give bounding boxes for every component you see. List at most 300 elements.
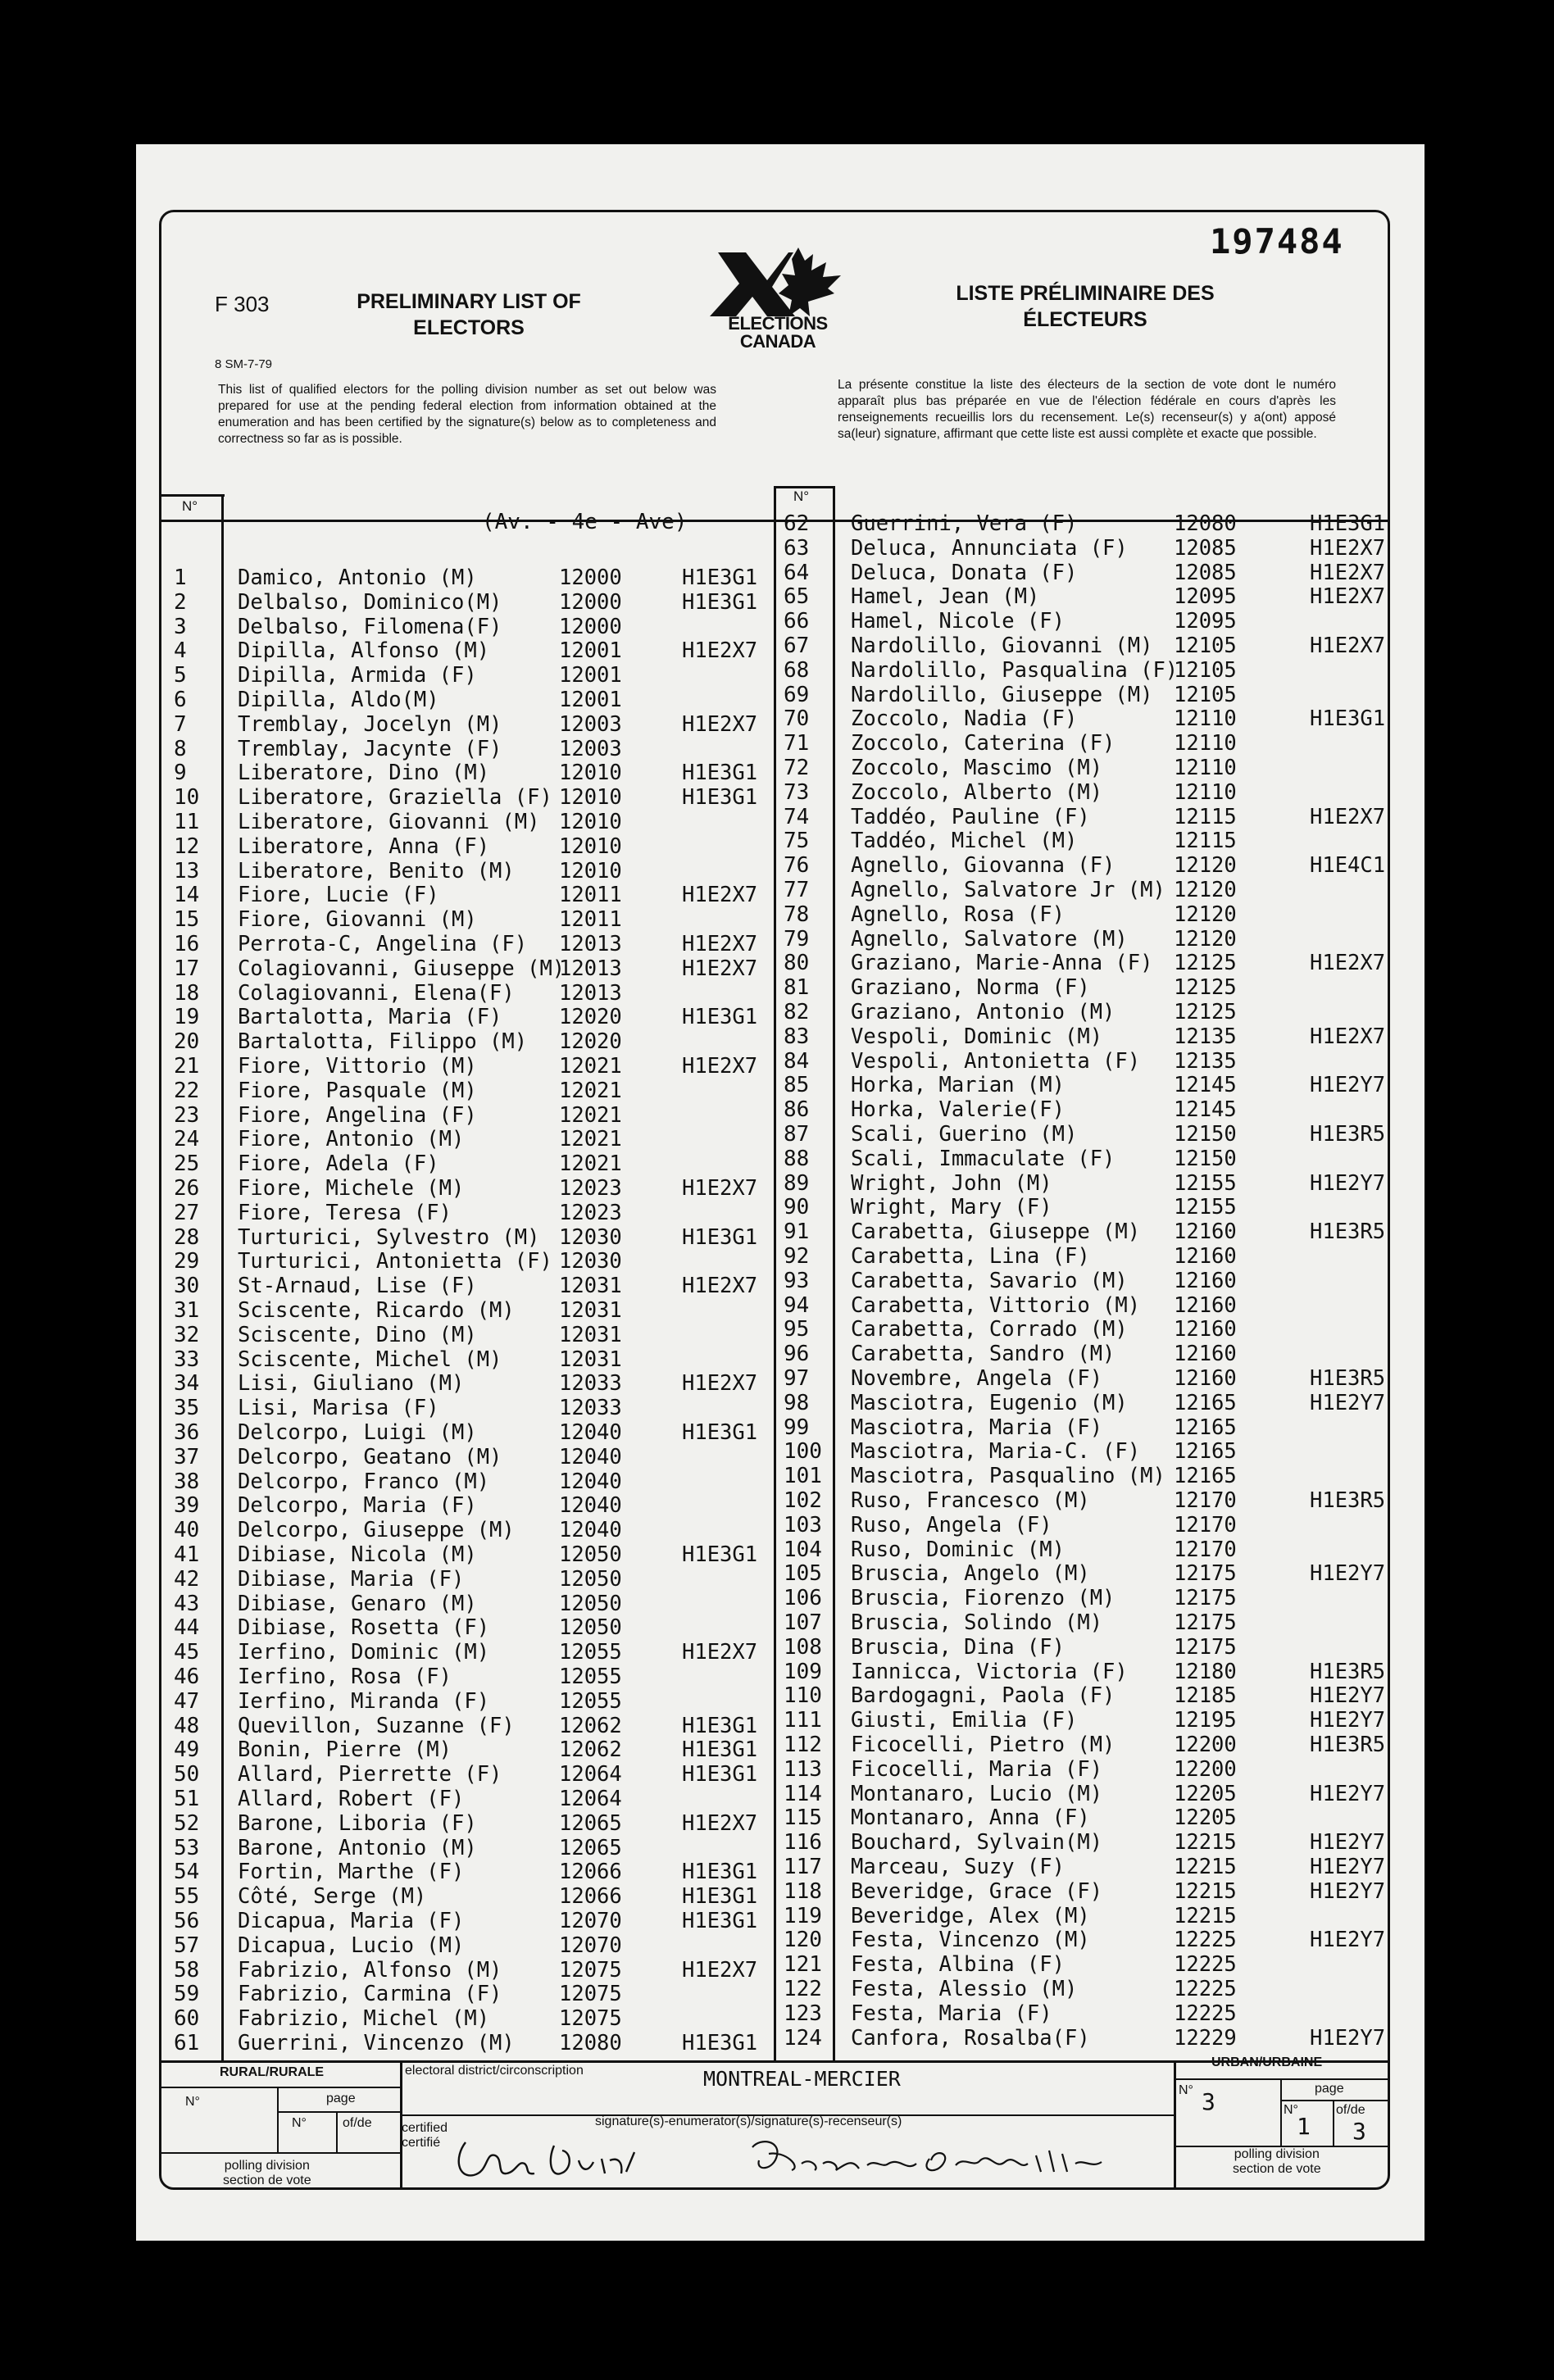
address-number: 12120 <box>1174 853 1237 879</box>
elector-number: 11 <box>174 810 200 834</box>
elector-number: 107 <box>784 1610 822 1635</box>
elector-name: Allard, Pierrette (F) <box>238 1762 502 1787</box>
elector-name: Scali, Guerino (M) <box>851 1122 1078 1147</box>
address-number: 12160 <box>1174 1220 1237 1245</box>
elector-name: Lisi, Marisa (F) <box>238 1396 439 1421</box>
address-number: 12021 <box>559 1078 622 1103</box>
address-number: 12110 <box>1174 731 1237 756</box>
elector-number: 105 <box>784 1561 822 1587</box>
address-number: 12145 <box>1174 1097 1237 1123</box>
elector-number: 4 <box>174 638 187 664</box>
address-number: 12155 <box>1174 1195 1237 1220</box>
elector-number: 115 <box>784 1805 822 1831</box>
elector-name: Guerrini, Vincenzo (M) <box>238 2031 515 2055</box>
elector-number: 82 <box>784 1000 810 1024</box>
elector-number: 91 <box>784 1220 810 1245</box>
address-number: 12200 <box>1174 1756 1237 1782</box>
elector-name: Agnello, Giovanna (F) <box>851 853 1116 879</box>
address-number: 12010 <box>559 833 622 859</box>
address-number: 12215 <box>1174 1878 1237 1904</box>
elector-number: 97 <box>784 1366 810 1391</box>
footer-rural-of-divider <box>336 2111 338 2152</box>
postal-code: H1E2Y7 <box>1310 2025 1386 2051</box>
postal-code: H1E3G1 <box>682 1737 758 1763</box>
elector-number: 40 <box>174 1518 200 1543</box>
elector-number: 113 <box>784 1756 822 1782</box>
elector-name: Carabetta, Lina (F) <box>851 1244 1090 1269</box>
logo-text: ELECTIONS CANADA <box>728 313 828 352</box>
elector-number: 7 <box>174 711 187 737</box>
elector-number: 14 <box>174 883 200 908</box>
postal-code: H1E2Y7 <box>1310 1170 1386 1196</box>
elector-number: 112 <box>784 1733 822 1757</box>
elector-number: 87 <box>784 1122 810 1147</box>
elector-name: Zoccolo, Alberto (M) <box>851 779 1103 805</box>
elector-name: Ficocelli, Pietro (M) <box>851 1733 1116 1757</box>
elector-name: Ruso, Dominic (M) <box>851 1537 1065 1562</box>
elector-name: Bouchard, Sylvain(M) <box>851 1830 1103 1855</box>
elector-name: Dicapua, Lucio (M) <box>238 1933 465 1958</box>
elector-name: Colagiovanni, Elena(F) <box>238 980 515 1006</box>
elector-name: Delbalso, Filomena(F) <box>238 614 502 639</box>
elector-number: 81 <box>784 975 810 1001</box>
address-number: 12170 <box>1174 1537 1237 1562</box>
number-header-right: N° <box>793 488 810 504</box>
elector-number: 58 <box>174 1957 200 1983</box>
elector-number: 35 <box>174 1396 200 1421</box>
address-number: 12105 <box>1174 634 1237 658</box>
elector-number: 22 <box>174 1078 200 1103</box>
address-number: 12175 <box>1174 1610 1237 1635</box>
elector-name: Bartalotta, Filippo (M) <box>238 1029 528 1055</box>
postal-code: H1E2X7 <box>1310 584 1386 610</box>
header-line-left <box>159 494 225 497</box>
elector-name: Turturici, Sylvestro (M) <box>238 1224 540 1250</box>
postal-code: H1E3R5 <box>1310 1488 1386 1513</box>
elector-name: Dipilla, Alfonso (M) <box>238 638 490 664</box>
elector-name: Agnello, Rosa (F) <box>851 902 1065 927</box>
elector-name: Carabetta, Corrado (M) <box>851 1317 1128 1342</box>
elector-number: 25 <box>174 1151 200 1177</box>
urban-label: URBAN/URBAINE <box>1211 2055 1323 2069</box>
address-number: 12020 <box>559 1005 622 1030</box>
elector-name: Nardolillo, Giuseppe (M) <box>851 682 1153 707</box>
rural-no-label: N° <box>185 2095 200 2109</box>
address-number: 12085 <box>1174 535 1237 561</box>
elector-number: 51 <box>174 1787 200 1811</box>
elector-number: 122 <box>784 1977 822 2001</box>
address-number: 12000 <box>559 589 622 615</box>
elector-number: 102 <box>784 1488 822 1513</box>
serial-number: 197484 <box>1210 221 1344 261</box>
address-number: 12205 <box>1174 1781 1237 1806</box>
elector-name: Hamel, Nicole (F) <box>851 609 1065 634</box>
address-number: 12215 <box>1174 1830 1237 1855</box>
elector-number: 9 <box>174 761 187 786</box>
address-number: 12225 <box>1174 1928 1237 1953</box>
elector-number: 109 <box>784 1659 822 1684</box>
elector-number: 56 <box>174 1909 200 1933</box>
address-number: 12215 <box>1174 1903 1237 1928</box>
elector-name: Vespoli, Antonietta (F) <box>851 1048 1141 1074</box>
elector-number: 67 <box>784 634 810 658</box>
postal-code: H1E2X7 <box>682 638 758 664</box>
elector-number: 17 <box>174 956 200 981</box>
address-number: 12065 <box>559 1835 622 1860</box>
elector-number: 77 <box>784 878 810 902</box>
elector-name: Fiore, Giovanni (M) <box>238 907 477 933</box>
elector-name: Dibiase, Maria (F) <box>238 1566 465 1592</box>
elector-number: 103 <box>784 1512 822 1537</box>
elector-name: Festa, Vincenzo (M) <box>851 1928 1090 1953</box>
elector-number: 46 <box>174 1665 200 1689</box>
elector-number: 41 <box>174 1542 200 1567</box>
elector-number: 50 <box>174 1762 200 1787</box>
address-number: 12031 <box>559 1274 622 1299</box>
elector-number: 33 <box>174 1347 200 1372</box>
elector-name: Dibiase, Genaro (M) <box>238 1591 477 1616</box>
postal-code: H1E3G1 <box>1310 511 1386 536</box>
address-number: 12125 <box>1174 1000 1237 1024</box>
elector-number: 43 <box>174 1591 200 1616</box>
enumerator-signature-2 <box>744 2131 1121 2183</box>
address-number: 12070 <box>559 1933 622 1958</box>
urban-no-label: N° <box>1179 2083 1193 2097</box>
address-number: 12050 <box>559 1542 622 1567</box>
elector-name: Fiore, Pasquale (M) <box>238 1078 477 1103</box>
elector-number: 64 <box>784 560 810 585</box>
postal-code: H1E3R5 <box>1310 1366 1386 1391</box>
elector-number: 62 <box>784 511 810 536</box>
elector-name: Liberatore, Benito (M) <box>238 858 515 883</box>
elector-name: Lisi, Giuliano (M) <box>238 1371 465 1397</box>
address-number: 12120 <box>1174 926 1237 952</box>
address-number: 12125 <box>1174 975 1237 1001</box>
address-number: 12055 <box>559 1640 622 1665</box>
elector-name: Montanaro, Anna (F) <box>851 1805 1090 1831</box>
address-number: 12145 <box>1174 1073 1237 1098</box>
elector-name: Ierfino, Miranda (F) <box>238 1688 490 1714</box>
elector-name: Barone, Liboria (F) <box>238 1810 477 1836</box>
elector-name: Colagiovanni, Giuseppe (M) <box>238 956 566 981</box>
elector-number: 3 <box>174 614 187 639</box>
address-number: 12031 <box>559 1298 622 1323</box>
signature-label: signature(s)-enumerator(s)/signature(s)-recenseur(s) <box>595 2114 902 2128</box>
elector-number: 36 <box>174 1420 200 1445</box>
elector-number: 44 <box>174 1615 200 1641</box>
elector-name: Fiore, Teresa (F) <box>238 1200 452 1225</box>
elector-name: Dipilla, Aldo(M) <box>238 688 439 712</box>
postal-code: H1E3G1 <box>682 1224 758 1250</box>
address-number: 12085 <box>1174 560 1237 585</box>
elector-name: Allard, Robert (F) <box>238 1787 465 1811</box>
elector-number: 34 <box>174 1371 200 1397</box>
postal-code: H1E2X7 <box>1310 634 1386 658</box>
elector-number: 52 <box>174 1810 200 1836</box>
elector-number: 101 <box>784 1464 822 1489</box>
form-code: F 303 <box>215 292 270 316</box>
elector-name: Turturici, Antonietta (F) <box>238 1249 552 1274</box>
elector-name: Agnello, Salvatore Jr (M) <box>851 878 1166 902</box>
elector-name: Carabetta, Vittorio (M) <box>851 1292 1141 1318</box>
urban-no-value: 3 <box>1202 2088 1215 2115</box>
elector-name: Fiore, Angelina (F) <box>238 1102 477 1128</box>
form-date: 8 SM-7-79 <box>215 357 273 371</box>
address-number: 12225 <box>1174 2001 1237 2026</box>
elector-number: 83 <box>784 1024 810 1049</box>
address-number: 12180 <box>1174 1659 1237 1684</box>
elector-number: 45 <box>174 1640 200 1665</box>
address-number: 12150 <box>1174 1146 1237 1171</box>
elector-name: Horka, Valerie(F) <box>851 1097 1065 1123</box>
postal-code: H1E2Y7 <box>1310 1830 1386 1855</box>
address-number: 12135 <box>1174 1024 1237 1049</box>
elector-name: Hamel, Jean (M) <box>851 584 1040 610</box>
address-number: 12110 <box>1174 756 1237 780</box>
address-number: 12075 <box>559 1957 622 1983</box>
elector-number: 31 <box>174 1298 200 1323</box>
postal-code: H1E2Y7 <box>1310 1781 1386 1806</box>
address-number: 12011 <box>559 907 622 933</box>
urban-of-value: 3 <box>1352 2118 1366 2145</box>
address-number: 12080 <box>1174 511 1237 536</box>
footer-urban-rule <box>1174 2078 1390 2080</box>
elector-name: Ruso, Francesco (M) <box>851 1488 1090 1513</box>
address-number: 12050 <box>559 1591 622 1616</box>
elector-number: 70 <box>784 706 810 732</box>
postal-code: H1E2X7 <box>1310 804 1386 829</box>
address-number: 12001 <box>559 663 622 688</box>
elector-number: 73 <box>784 779 810 805</box>
address-number: 12031 <box>559 1322 622 1347</box>
postal-code: H1E2X7 <box>1310 560 1386 585</box>
elector-name: Delbalso, Dominico(M) <box>238 589 502 615</box>
address-number: 12075 <box>559 1982 622 2007</box>
rural-page-label: page <box>326 2092 356 2105</box>
elector-number: 39 <box>174 1493 200 1519</box>
elector-number: 28 <box>174 1224 200 1250</box>
address-number: 12160 <box>1174 1244 1237 1269</box>
footer-rural-rule <box>159 2087 402 2088</box>
address-number: 12050 <box>559 1615 622 1641</box>
postal-code: H1E2X7 <box>682 932 758 956</box>
footer-rural-page-rule <box>277 2111 402 2113</box>
address-number: 12010 <box>559 858 622 883</box>
elector-name: Horka, Marian (M) <box>851 1073 1065 1098</box>
elector-number: 2 <box>174 589 187 615</box>
address-number: 12185 <box>1174 1683 1237 1709</box>
elector-number: 94 <box>784 1292 810 1318</box>
address-number: 12165 <box>1174 1390 1237 1415</box>
elector-name: Masciotra, Pasqualino (M) <box>851 1464 1166 1489</box>
elector-name: Dibiase, Rosetta (F) <box>238 1615 490 1641</box>
elector-name: Festa, Alessio (M) <box>851 1977 1078 2001</box>
postal-code: H1E2X7 <box>682 1640 758 1665</box>
postal-code: H1E3R5 <box>1310 1220 1386 1245</box>
elector-name: Ierfino, Rosa (F) <box>238 1665 452 1689</box>
title-french: LISTE PRÉLIMINAIRE DES ÉLECTEURS <box>956 282 1215 331</box>
elector-name: Bruscia, Dina (F) <box>851 1634 1065 1660</box>
address-number: 12110 <box>1174 779 1237 805</box>
postal-code: H1E2X7 <box>682 1371 758 1397</box>
elector-name: Deluca, Annunciata (F) <box>851 535 1128 561</box>
address-number: 12155 <box>1174 1170 1237 1196</box>
elector-number: 118 <box>784 1878 822 1904</box>
postal-code: H1E2X7 <box>682 1810 758 1836</box>
address-number: 12125 <box>1174 951 1237 976</box>
elector-number: 6 <box>174 688 187 712</box>
postal-code: H1E2Y7 <box>1310 1708 1386 1733</box>
elector-number: 100 <box>784 1439 822 1465</box>
elector-name: Scali, Immaculate (F) <box>851 1146 1116 1171</box>
elector-name: Wright, John (M) <box>851 1170 1052 1196</box>
elector-number: 123 <box>784 2001 822 2026</box>
postal-code: H1E3R5 <box>1310 1659 1386 1684</box>
postal-code: H1E2X7 <box>1310 535 1386 561</box>
elector-name: Agnello, Salvatore (M) <box>851 926 1128 952</box>
postal-code: H1E3G1 <box>682 785 758 811</box>
address-number: 12135 <box>1174 1048 1237 1074</box>
elector-number: 69 <box>784 682 810 707</box>
elector-name: Carabetta, Sandro (M) <box>851 1342 1116 1367</box>
address-number: 12033 <box>559 1396 622 1421</box>
postal-code: H1E3G1 <box>682 1713 758 1738</box>
elector-name: Beveridge, Grace (F) <box>851 1878 1103 1904</box>
postal-code: H1E4C1 <box>1310 853 1386 879</box>
elector-name: Tremblay, Jacynte (F) <box>238 736 502 761</box>
elector-name: Ierfino, Dominic (M) <box>238 1640 490 1665</box>
elector-name: Taddéo, Pauline (F) <box>851 804 1090 829</box>
elector-number: 19 <box>174 1005 200 1030</box>
address-number: 12050 <box>559 1566 622 1592</box>
elector-number: 49 <box>174 1737 200 1763</box>
address-number: 12040 <box>559 1444 622 1469</box>
address-number: 12065 <box>559 1810 622 1836</box>
address-number: 12110 <box>1174 706 1237 732</box>
elector-name: Masciotra, Maria (F) <box>851 1415 1103 1440</box>
postal-code: H1E3R5 <box>1310 1122 1386 1147</box>
address-number: 12075 <box>559 2006 622 2032</box>
section-heading: (Av. - 4e - Ave) <box>482 510 688 534</box>
elector-name: Liberatore, Dino (M) <box>238 761 490 786</box>
elector-name: Fiore, Adela (F) <box>238 1151 439 1177</box>
elector-name: Damico, Antonio (M) <box>238 565 477 590</box>
rural-page-no-label: N° <box>292 2116 307 2130</box>
district-value: MONTREAL-MERCIER <box>703 2067 901 2091</box>
rural-of-label: of/de <box>343 2116 372 2130</box>
postal-code: H1E2X7 <box>1310 951 1386 976</box>
elector-name: Fabrizio, Alfonso (M) <box>238 1957 502 1983</box>
elector-name: Vespoli, Dominic (M) <box>851 1024 1103 1049</box>
address-number: 12062 <box>559 1713 622 1738</box>
footer-polling-rule-left <box>159 2152 402 2154</box>
elector-name: Delcorpo, Giuseppe (M) <box>238 1518 515 1543</box>
elector-name: Taddéo, Michel (M) <box>851 829 1078 854</box>
address-number: 12040 <box>559 1493 622 1519</box>
elector-name: Giusti, Emilia (F) <box>851 1708 1078 1733</box>
address-number: 12229 <box>1174 2025 1237 2051</box>
urban-page-value: 1 <box>1297 2113 1311 2140</box>
address-number: 12064 <box>559 1762 622 1787</box>
address-number: 12003 <box>559 711 622 737</box>
address-number: 12115 <box>1174 829 1237 854</box>
elector-number: 111 <box>784 1708 822 1733</box>
elector-number: 16 <box>174 932 200 956</box>
address-number: 12120 <box>1174 878 1237 902</box>
elector-name: Fabrizio, Michel (M) <box>238 2006 490 2032</box>
center-divider-left <box>774 486 776 2061</box>
rural-label: RURAL/RURALE <box>220 2065 325 2079</box>
elector-number: 26 <box>174 1176 200 1201</box>
elector-name: Ficocelli, Maria (F) <box>851 1756 1103 1782</box>
elector-number: 104 <box>784 1537 822 1562</box>
elector-number: 75 <box>784 829 810 854</box>
elector-name: Deluca, Donata (F) <box>851 560 1078 585</box>
address-number: 12160 <box>1174 1366 1237 1391</box>
elector-number: 54 <box>174 1860 200 1885</box>
elector-name: Festa, Maria (F) <box>851 2001 1052 2026</box>
elector-name: Montanaro, Lucio (M) <box>851 1781 1103 1806</box>
address-number: 12023 <box>559 1200 622 1225</box>
elector-name: Bartalotta, Maria (F) <box>238 1005 502 1030</box>
elector-number: 37 <box>174 1444 200 1469</box>
address-number: 12066 <box>559 1884 622 1910</box>
address-number: 12010 <box>559 785 622 811</box>
elector-number: 63 <box>784 535 810 561</box>
elector-number: 15 <box>174 907 200 933</box>
address-number: 12010 <box>559 761 622 786</box>
elector-name: Graziano, Antonio (M) <box>851 1000 1116 1024</box>
elector-number: 65 <box>784 584 810 610</box>
address-number: 12165 <box>1174 1415 1237 1440</box>
address-number: 12040 <box>559 1420 622 1445</box>
address-number: 12000 <box>559 614 622 639</box>
elector-name: Wright, Mary (F) <box>851 1195 1052 1220</box>
elector-number: 24 <box>174 1127 200 1152</box>
elector-name: Canfora, Rosalba(F) <box>851 2025 1090 2051</box>
elector-name: Fortin, Marthe (F) <box>238 1860 465 1885</box>
postal-code: H1E2Y7 <box>1310 1928 1386 1953</box>
elector-name: Fiore, Michele (M) <box>238 1176 465 1201</box>
postal-code: H1E3G1 <box>1310 706 1386 732</box>
elector-name: Nardolillo, Pasqualina (F) <box>851 657 1179 683</box>
elector-name: Fiore, Antonio (M) <box>238 1127 465 1152</box>
address-number: 12160 <box>1174 1292 1237 1318</box>
elector-number: 13 <box>174 858 200 883</box>
elector-number: 108 <box>784 1634 822 1660</box>
postal-code: H1E2Y7 <box>1310 1390 1386 1415</box>
address-number: 12040 <box>559 1469 622 1494</box>
elector-number: 90 <box>784 1195 810 1220</box>
elector-number: 116 <box>784 1830 822 1855</box>
elector-number: 42 <box>174 1566 200 1592</box>
elector-number: 78 <box>784 902 810 927</box>
elector-number: 21 <box>174 1054 200 1079</box>
elector-number: 66 <box>784 609 810 634</box>
elector-number: 88 <box>784 1146 810 1171</box>
elector-number: 59 <box>174 1982 200 2007</box>
address-number: 12021 <box>559 1102 622 1128</box>
address-number: 12160 <box>1174 1342 1237 1367</box>
intro-french: La présente constitue la liste des électeurs de la section de vote dont le numéro apparaît plus bas préparée en vue de l'élection fédérale en cours d'après les renseignements recueillis lors du recensement. Le(s) recenseur(s) y a(ont) apposé sa(leur) signature, affirmant que cette liste est aussi complète et exacte que possible. <box>838 378 1336 441</box>
postal-code: H1E3G1 <box>682 761 758 786</box>
elector-name: Beveridge, Alex (M) <box>851 1903 1090 1928</box>
elector-number: 20 <box>174 1029 200 1055</box>
elector-name: Novembre, Angela (F) <box>851 1366 1103 1391</box>
elector-name: Fiore, Lucie (F) <box>238 883 439 908</box>
elector-number: 10 <box>174 785 200 811</box>
postal-code: H1E2X7 <box>682 1176 758 1201</box>
